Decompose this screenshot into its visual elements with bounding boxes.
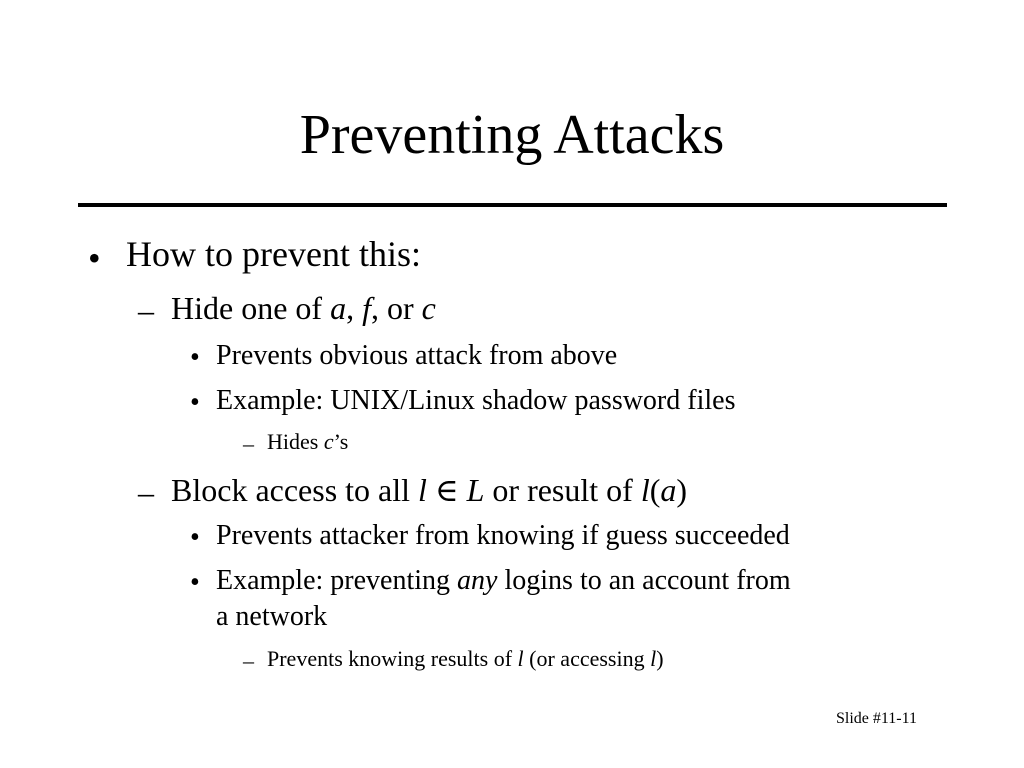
bullet-level3 [216, 522, 790, 550]
bullet-continuation: a network [216, 601, 328, 632]
emphasis-text: any [457, 565, 498, 596]
math-variable: L [466, 472, 485, 508]
bullet-level3 [216, 567, 791, 595]
bullet-level4 [267, 648, 664, 670]
title-divider [78, 203, 947, 207]
bullet-level3 [216, 342, 617, 370]
text-segment: Hides [267, 429, 324, 454]
text-segment: Hide one of [171, 290, 331, 326]
math-variable: c [323, 429, 334, 454]
math-variable: f [362, 290, 371, 326]
slide-number: Slide #11-11 [836, 710, 918, 727]
bullet-dash: – [138, 292, 154, 328]
text-segment: Block access to all [171, 472, 419, 508]
math-variable: a [660, 472, 677, 508]
bullet-level2 [171, 292, 436, 324]
bullet-dot: • [190, 342, 200, 373]
slide-title: Preventing Attacks [299, 104, 725, 166]
bullet-level4 [267, 431, 348, 453]
text-segment: ’s [333, 429, 349, 454]
math-variable: c [421, 290, 436, 326]
text-segment: Prevents attacker from knowing if guess succeeded [216, 520, 790, 551]
bullet-level1 [126, 236, 421, 272]
text-segment: , or [370, 290, 422, 326]
bullet-level2 [171, 474, 687, 506]
math-variable: l [418, 472, 427, 508]
bullet-dash: – [138, 474, 154, 510]
math-variable: l [650, 646, 657, 671]
text-segment: logins to an account from [497, 565, 791, 596]
text-segment: , [346, 290, 363, 326]
bullet-dash: – [243, 648, 254, 673]
text-segment: ) [676, 472, 688, 508]
text-segment: Example: UNIX/Linux shadow password files [216, 385, 736, 416]
bullet-dash: – [243, 431, 254, 456]
text-segment: ) [656, 646, 664, 671]
math-variable: l [517, 646, 524, 671]
bullet-dot: • [190, 387, 200, 418]
bullet-dot: • [190, 522, 200, 553]
math-variable: a [330, 290, 347, 326]
bullet-level3 [216, 387, 735, 415]
bullet-dot: • [190, 567, 200, 598]
text-segment: (or accessing [523, 646, 651, 671]
text-segment: How to prevent this: [126, 234, 421, 274]
element-of-symbol: ∈ [426, 472, 467, 508]
bullet-dot: • [88, 238, 101, 278]
text-segment: or result of [484, 472, 641, 508]
math-variable: l [640, 472, 650, 508]
text-segment: Prevents obvious attack from above [216, 340, 618, 371]
text-segment: Prevents knowing results of [267, 646, 518, 671]
text-segment: Example: preventing [216, 565, 458, 596]
text-segment: ( [649, 472, 661, 508]
